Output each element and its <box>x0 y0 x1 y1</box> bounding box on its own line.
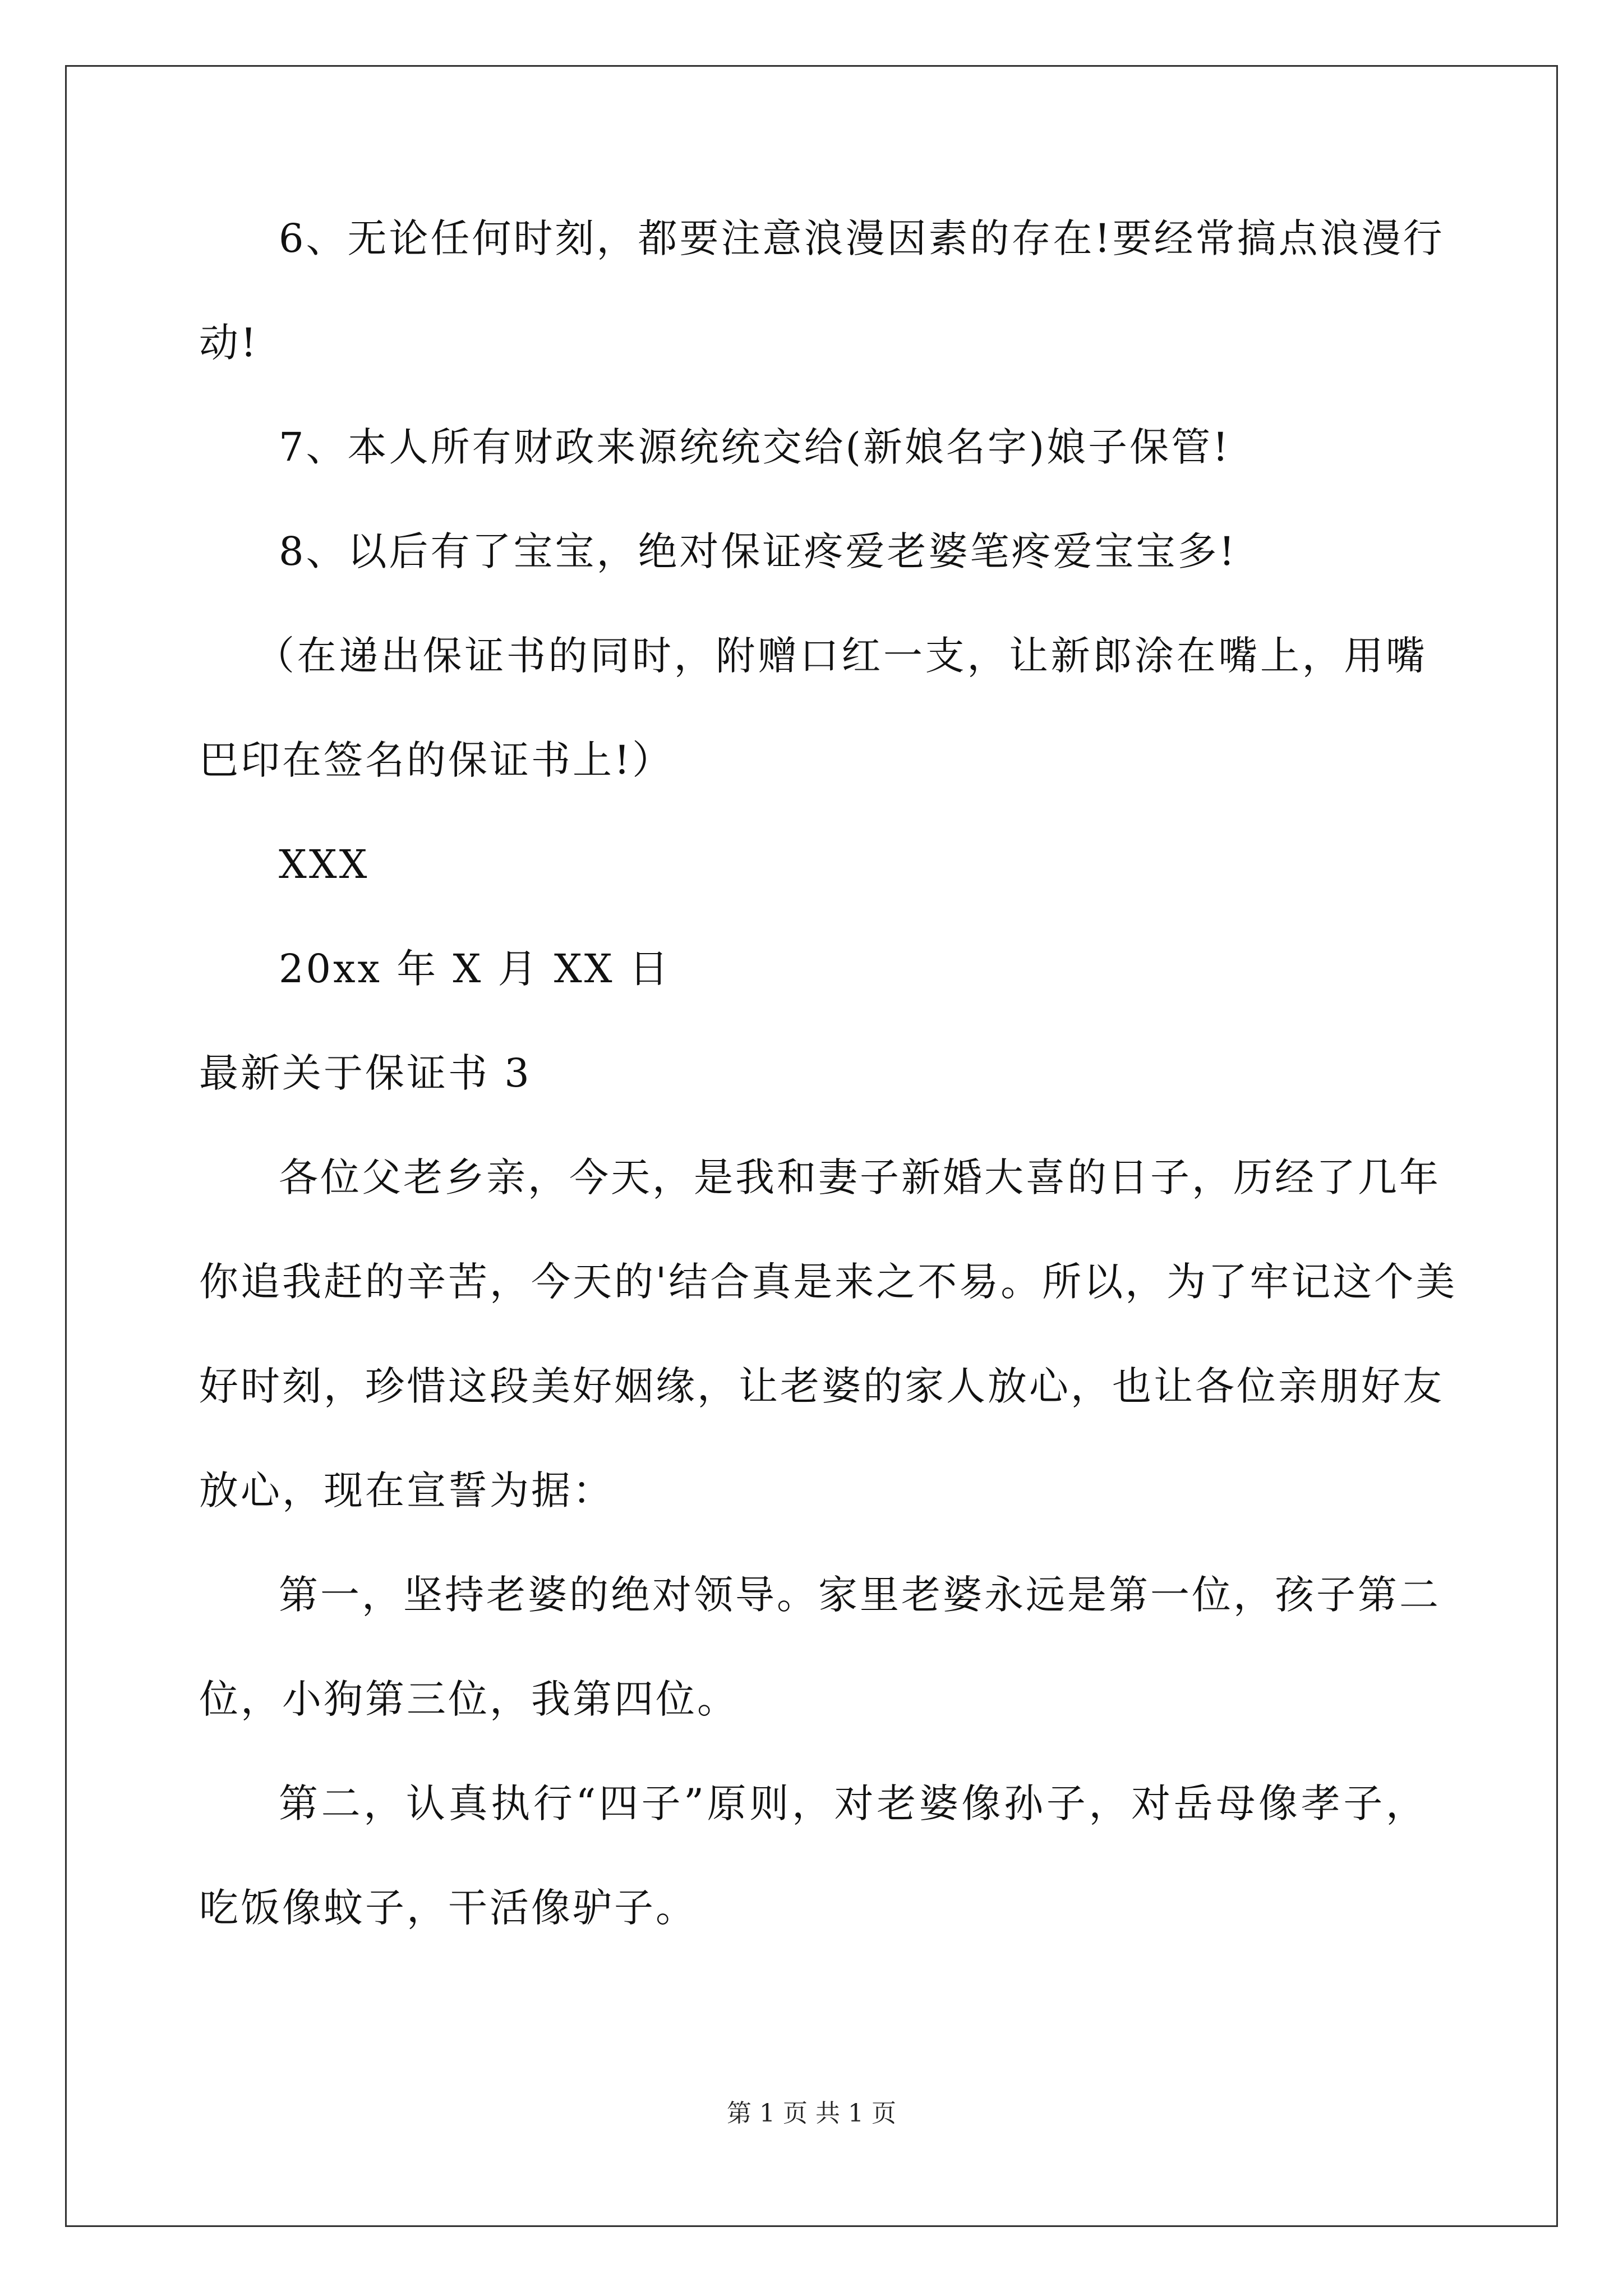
paragraph-line: 吃饭像蚊子，干活像驴子。 <box>199 1885 697 1931</box>
paragraph-line: 8、以后有了宝宝，绝对保证疼爱老婆笔疼爱宝宝多! <box>279 528 1237 574</box>
paragraph-line: 位，小狗第三位，我第四位。 <box>199 1676 739 1722</box>
paragraph-line: 第二，认真执行“四子”原则，对老婆像孙子，对岳母像孝子， <box>279 1780 1427 1826</box>
paragraph-line: 放心，现在宣誓为据： <box>199 1467 614 1513</box>
paragraph-line: 动! <box>199 320 259 366</box>
paragraph-line: 你追我赶的辛苦，今天的'结合真是来之不易。所以，为了牢记这个美 <box>199 1259 1458 1305</box>
paragraph-line: 各位父老乡亲，今天，是我和妻子新婚大喜的日子，历经了几年 <box>279 1154 1441 1200</box>
paragraph-line: （在递出保证书的同时，附赠口红一支，让新郎涂在嘴上，用嘴 <box>255 633 1427 679</box>
paragraph-line: 巴印在签名的保证书上!） <box>199 737 674 783</box>
paragraph-line: 好时刻，珍惜这段美好姻缘，让老婆的家人放心，也让各位亲朋好友 <box>199 1363 1444 1409</box>
paragraph-line: 第一，坚持老婆的绝对领导。家里老婆永远是第一位，孩子第二 <box>279 1572 1441 1618</box>
section-heading: 最新关于保证书 3 <box>199 1050 532 1096</box>
signature-name: XXX <box>279 841 370 887</box>
page-footer: 第 1 页 共 1 页 <box>727 2099 896 2128</box>
paragraph-line: 7、本人所有财政来源统统交给(新娘名字)娘子保管! <box>279 424 1231 470</box>
signature-date: 20xx 年 X 月 XX 日 <box>279 946 671 992</box>
paragraph-line: 6、无论任何时刻，都要注意浪漫因素的存在!要经常搞点浪漫行 <box>279 215 1445 261</box>
